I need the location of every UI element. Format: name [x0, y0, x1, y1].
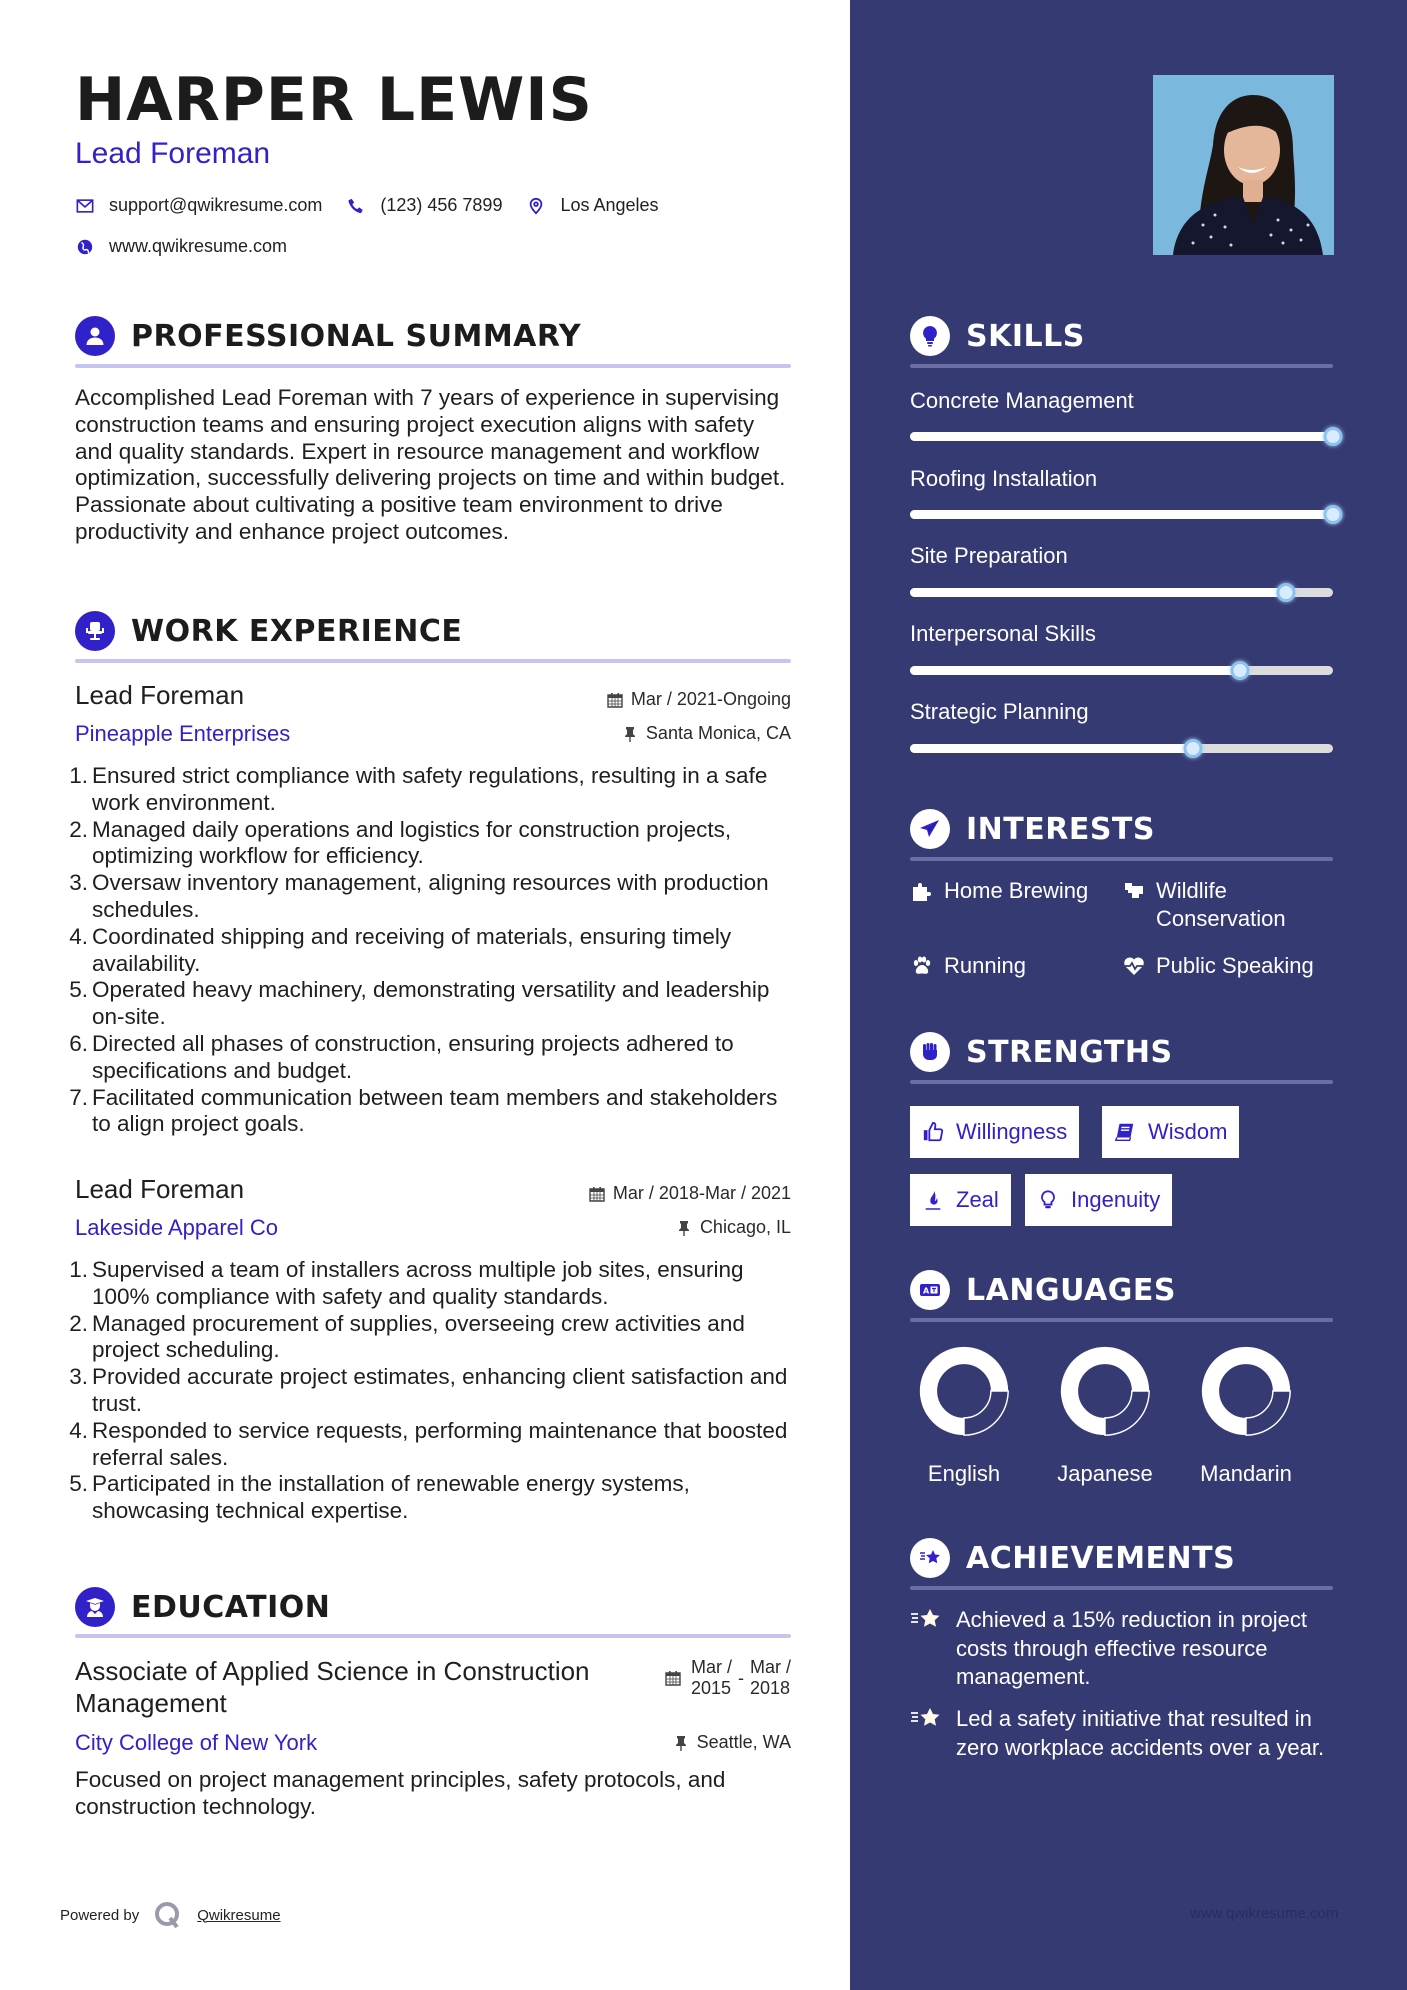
location-text: Los Angeles: [560, 195, 659, 215]
strength-chip: Zeal: [910, 1174, 1011, 1226]
bullet-item: 3. Provided accurate project estimates, enhancing client satisfaction and trust.: [69, 1364, 788, 1416]
education-description: Focused on project management principles, safety protocols, and construction technology.: [75, 1767, 726, 1819]
skill-knob: [1324, 505, 1343, 524]
qwikresume-link[interactable]: Qwikresume: [197, 1906, 281, 1924]
thumbs-up-icon: [922, 1121, 944, 1143]
map-icon: [1122, 879, 1146, 903]
contact-row-2: [75, 236, 311, 257]
language-donut: [916, 1343, 1012, 1439]
puzzle-icon: [910, 879, 934, 903]
language-item: [909, 1343, 1019, 1487]
candidate-title: Lead Foreman: [75, 137, 271, 170]
interest-item: Running: [910, 952, 1130, 980]
achievement-item: Led a safety initiative that resulted in zero workplace accidents over a year.: [910, 1705, 1340, 1762]
language-item: [1191, 1343, 1301, 1487]
company-name: Lakeside Apparel Co: [75, 1215, 279, 1240]
education-heading-label: EDUCATION: [131, 1589, 331, 1625]
user-icon: [75, 316, 115, 356]
skill-fill: [910, 588, 1286, 597]
skill-bar: [910, 510, 1333, 519]
achievement-item: Achieved a 15% reduction in project costs through effective resource management.: [910, 1606, 1340, 1692]
interest-item: Public Speaking: [1122, 952, 1342, 980]
lightbulb-icon: [910, 316, 950, 356]
paw-icon: [910, 954, 934, 978]
book-icon: [1114, 1121, 1136, 1143]
calendar-icon: [665, 1670, 681, 1686]
language-name: Japanese: [1057, 1461, 1153, 1486]
divider: [75, 659, 791, 663]
summary-heading: [75, 316, 791, 356]
pushpin-icon: [673, 1735, 689, 1751]
skill-name: Roofing Installation: [910, 466, 1098, 491]
achievements-heading: [910, 1538, 1333, 1578]
job-bullets: [66, 763, 796, 1138]
skill-bar: [910, 588, 1333, 597]
job-dates-text: Mar / 2018-Mar / 2021: [612, 1183, 791, 1203]
education-location: [673, 1732, 791, 1753]
skill-name: Concrete Management: [910, 388, 1134, 413]
skills-heading-label: SKILLS: [966, 318, 1085, 354]
divider: [910, 1080, 1333, 1084]
skill-fill: [910, 432, 1333, 441]
job-location-text: Chicago, IL: [699, 1217, 791, 1237]
interests-heading: [910, 809, 1333, 849]
bullet-item: 1. Ensured strict compliance with safety regulations, resulting in a safe work environment.: [69, 763, 768, 815]
education-location-text: Seattle, WA: [696, 1732, 791, 1752]
job-dates: [607, 689, 791, 710]
school-name: City College of New York: [75, 1730, 318, 1755]
translate-icon: [910, 1270, 950, 1310]
job-location: [622, 723, 791, 744]
skill-name: Interpersonal Skills: [910, 621, 1096, 646]
strength-chip: Wisdom: [1102, 1106, 1239, 1158]
skill-fill: [910, 510, 1333, 519]
divider: [75, 1634, 791, 1638]
skill-knob: [1184, 739, 1203, 758]
bullet-item: 1. Supervised a team of installers across multiple job sites, ensuring 100% compliance with safety and quality standards.: [69, 1257, 744, 1309]
job-location-text: Santa Monica, CA: [645, 723, 791, 743]
graduate-icon: [75, 1587, 115, 1627]
company-name: Pineapple Enterprises: [75, 721, 291, 746]
skills-heading: [910, 316, 1333, 356]
skill-bar: [910, 666, 1333, 675]
footer-website[interactable]: www.qwikresume.com: [1190, 1905, 1339, 1922]
divider: [910, 1318, 1333, 1322]
skill-bar: [910, 432, 1333, 441]
strength-chip: Willingness: [910, 1106, 1079, 1158]
profile-photo: [1153, 75, 1334, 255]
job-dates-text: Mar / 2021-Ongoing: [630, 689, 791, 709]
contact-row: [75, 195, 683, 216]
heartbeat-icon: [1122, 954, 1146, 978]
bullet-item: 5. Operated heavy machinery, demonstrating versatility and leadership on-site.: [69, 977, 770, 1030]
education-heading: [75, 1587, 791, 1627]
job-location: [676, 1217, 791, 1238]
strengths-heading: [910, 1032, 1333, 1072]
skill-bar: [910, 744, 1333, 753]
envelope-icon: [75, 196, 95, 216]
strengths-heading-label: STRENGTHS: [966, 1034, 1173, 1070]
summary-text: Accomplished Lead Foreman with 7 years of experience in supervising construction teams and ensuring project execution aligns with safety and quality standards. Expert in resource management and workflow optimization, successfully delivering projects on time and within budget. Passionate about cultivating a positive team environment to drive productivity and enhance project outcomes.: [75, 385, 786, 544]
experience-heading-label: WORK EXPERIENCE: [131, 613, 463, 649]
svg-text:A: A: [923, 1286, 930, 1296]
bullet-item: 6. Directed all phases of construction, ensuring projects adhered to specifications and budget.: [69, 1030, 734, 1083]
interest-item: Home Brewing: [910, 877, 1150, 905]
bullet-item: 4. Coordinated shipping and receiving of materials, ensuring timely availability.: [69, 923, 732, 976]
skill-name: Site Preparation: [910, 543, 1068, 568]
contact-email[interactable]: [75, 195, 322, 216]
sidebar: [850, 0, 1407, 1990]
contact-location: [526, 195, 658, 216]
language-donut: [1057, 1343, 1153, 1439]
pushpin-icon: [676, 1220, 692, 1236]
bullet-item: 2. Managed procurement of supplies, overseeing crew activities and project scheduling.: [69, 1310, 745, 1363]
languages-heading: [910, 1270, 1333, 1310]
skill-knob: [1230, 661, 1249, 680]
job-title: Lead Foreman: [75, 680, 245, 710]
divider: [910, 1586, 1333, 1590]
paper-plane-icon: [910, 809, 950, 849]
bullet-item: 3. Oversaw inventory management, aligning resources with production schedules.: [69, 870, 769, 922]
fire-icon: [922, 1189, 944, 1211]
start-date: Mar / 2015: [690, 1657, 732, 1698]
pushpin-icon: [622, 726, 638, 742]
website-text: www.qwikresume.com: [109, 236, 288, 256]
phone-text: (123) 456 7899: [380, 195, 503, 215]
skill-knob: [1277, 583, 1296, 602]
language-donut: [1198, 1343, 1294, 1439]
divider: [75, 364, 791, 368]
education-dates: Mar / 2015 - Mar / 2018: [665, 1657, 791, 1699]
skill-fill: [910, 744, 1193, 753]
language-name: English: [927, 1461, 1001, 1486]
skill-knob: [1324, 427, 1343, 446]
bullet-item: 5. Participated in the installation of renewable energy systems, showcasing technical expertise.: [69, 1471, 690, 1524]
fist-icon: [910, 1032, 950, 1072]
job-title: Lead Foreman: [75, 1174, 245, 1204]
strength-chip: Ingenuity: [1025, 1174, 1172, 1226]
divider: [910, 364, 1333, 368]
bullet-item: 4. Responded to service requests, performing maintenance that boosted referral sales.: [69, 1417, 788, 1470]
skill-fill: [910, 666, 1240, 675]
calendar-icon: [607, 692, 623, 708]
interests-heading-label: INTERESTS: [966, 811, 1155, 847]
globe-icon: [75, 237, 95, 257]
phone-icon: [346, 196, 366, 216]
qwikresume-logo-icon: [153, 1900, 183, 1930]
divider: [910, 857, 1333, 861]
languages-heading-label: LANGUAGES: [966, 1272, 1176, 1308]
experience-heading: [75, 611, 791, 651]
shooting-star-icon: [910, 1538, 950, 1578]
job-bullets: [66, 1257, 796, 1525]
shooting-star-icon: [910, 1606, 942, 1634]
contact-website[interactable]: [75, 236, 287, 257]
office-chair-icon: [75, 611, 115, 651]
end-date: Mar / 2018: [749, 1657, 791, 1698]
footer-powered-by: [60, 1900, 281, 1930]
map-pin-icon: [526, 196, 546, 216]
language-name: Mandarin: [1200, 1461, 1292, 1486]
interest-item: Wildlife Conservation: [1122, 877, 1322, 933]
contact-phone[interactable]: [346, 195, 502, 216]
powered-by-text: Powered by: [60, 1906, 140, 1924]
achievements-heading-label: ACHIEVEMENTS: [966, 1540, 1236, 1576]
email-text: support@qwikresume.com: [109, 195, 323, 215]
bullet-item: 7. Facilitated communication between team members and stakeholders to align project goals.: [69, 1084, 778, 1137]
job-dates: [589, 1183, 791, 1204]
summary-heading-label: PROFESSIONAL SUMMARY: [131, 318, 582, 354]
bullet-item: 2. Managed daily operations and logistics for construction projects, optimizing workflow for efficiency.: [69, 816, 732, 869]
degree-title: Associate of Applied Science in Construction Management: [75, 1656, 590, 1718]
lightbulb-icon: [1037, 1189, 1059, 1211]
shooting-star-icon: [910, 1705, 942, 1733]
candidate-name: HARPER LEWIS: [75, 65, 593, 135]
language-item: [1050, 1343, 1160, 1487]
calendar-icon: [589, 1186, 605, 1202]
skill-name: Strategic Planning: [910, 699, 1089, 724]
